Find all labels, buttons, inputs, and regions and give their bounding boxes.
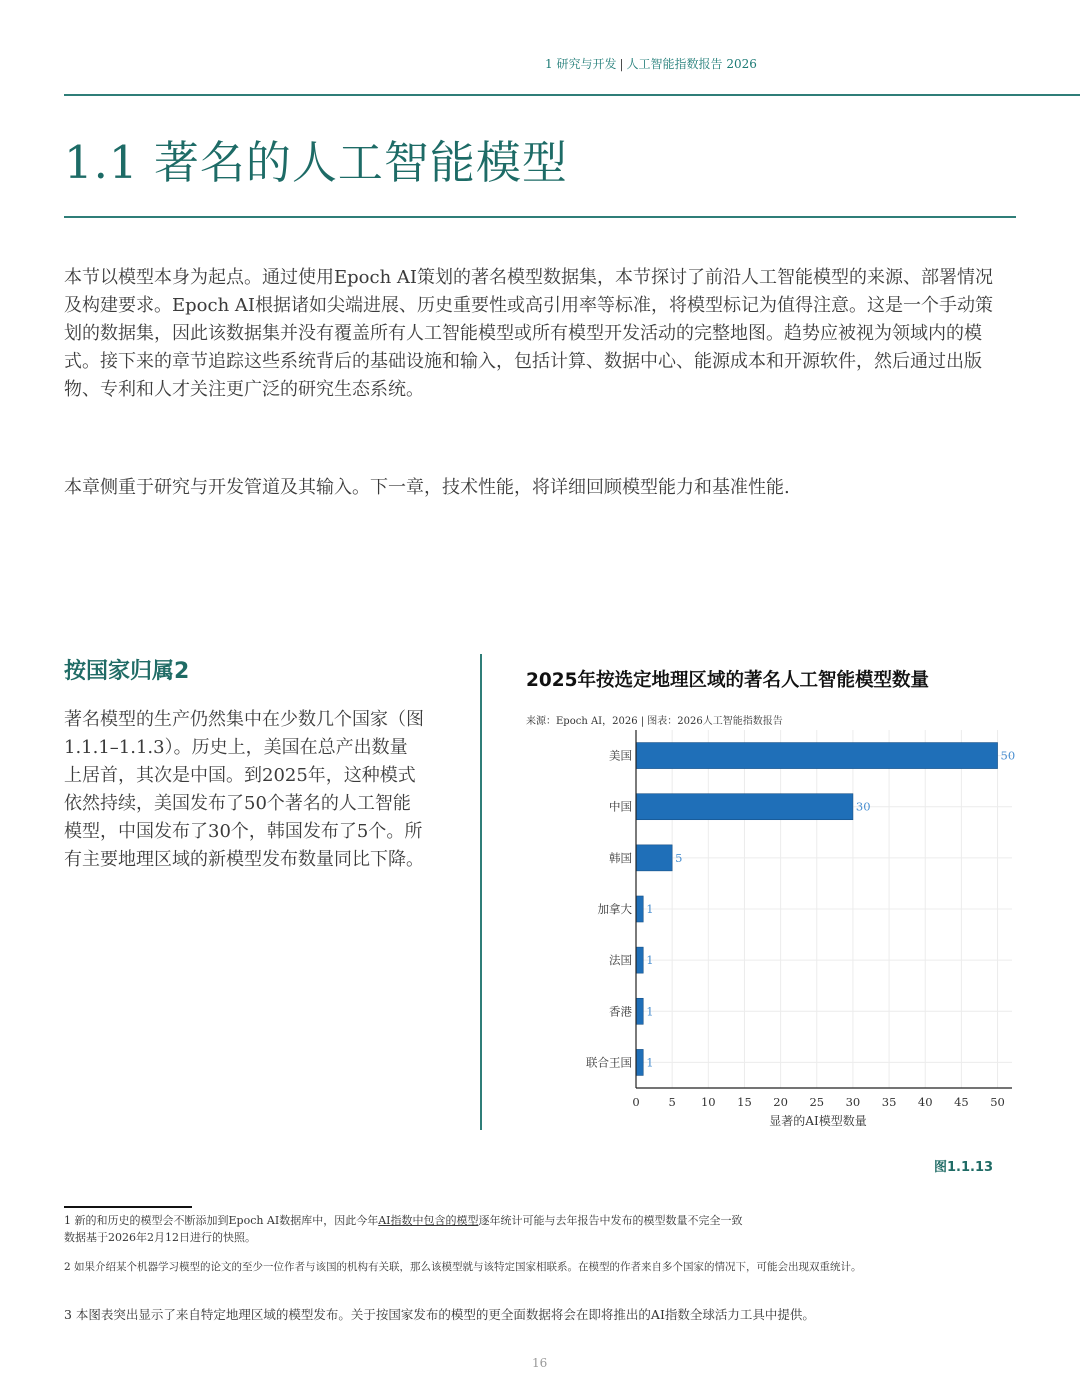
- category-label: 韩国: [609, 850, 632, 865]
- value-label: 1: [646, 953, 654, 968]
- title-rule: [64, 216, 1016, 218]
- page-number: 16: [532, 1356, 548, 1370]
- figure-label: 图1.1.13: [934, 1160, 994, 1175]
- bar-chart: [540, 730, 1030, 1140]
- footnote-1-link[interactable]: AI指数中包含的模型: [378, 1214, 479, 1227]
- x-tick-label: 50: [990, 1095, 1005, 1109]
- value-label: 1: [646, 1004, 654, 1019]
- footnote-rule: [64, 1206, 192, 1208]
- sidebar-text: 著名模型的生产仍然集中在少数几个国家（图1.1.1–1.1.3）。历史上，美国在总产出数量上居首，其次是中国。到2025年，这种模式依然持续，美国发布了50个著名的人工智能模型，中国发布了30个，韩国发布了5个。所有主要地理区域的新模型发布数量同比下降。: [64, 709, 424, 870]
- value-label: 1: [646, 1055, 654, 1070]
- footnote-1: [64, 1212, 1054, 1246]
- x-tick-label: 45: [954, 1095, 969, 1109]
- category-label: 美国: [609, 748, 632, 763]
- second-paragraph: 本章侧重于研究与开发管道及其输入。下一章，技术性能，将详细回顾模型能力和基准性能.: [64, 477, 790, 498]
- category-label: 联合王国: [586, 1055, 632, 1070]
- category-label: 香港: [609, 1004, 632, 1019]
- x-tick-label: 20: [773, 1095, 788, 1109]
- chart-source: 来源：Epoch AI，2026 | 图表：2026人工智能指数报告: [526, 716, 783, 727]
- category-label: 法国: [609, 953, 632, 968]
- bar-7: [636, 1049, 643, 1075]
- footnote-1-line2: 数据基于2026年2月12日进行的快照。: [64, 1231, 256, 1244]
- chart-title: 2025年按选定地理区域的著名人工智能模型数量: [526, 670, 929, 691]
- header-rule: [64, 94, 1080, 96]
- x-axis-label: 显著的AI模型数量: [769, 1114, 867, 1128]
- header-section: 1 研究与开发: [545, 57, 617, 71]
- sidebar-heading: 按国家归属2: [64, 659, 190, 684]
- running-header: [545, 55, 757, 72]
- footnote-1-text-a: 1 新的和历史的模型会不断添加到Epoch AI数据库中，因此今年: [64, 1214, 379, 1227]
- header-separator: |: [619, 57, 624, 71]
- x-tick-label: 5: [668, 1095, 676, 1109]
- column-divider: [480, 654, 482, 1130]
- bar-1: [636, 743, 998, 769]
- x-tick-label: 15: [737, 1095, 752, 1109]
- x-tick-label: 25: [809, 1095, 825, 1109]
- footnote-2: 2 如果介绍某个机器学习模型的论文的至少一位作者与该国的机构有关联，那么该模型就与该特定国家相联系。在模型的作者来自多个国家的情况下，可能会出现双重统计。: [64, 1261, 862, 1273]
- value-label: 50: [1000, 748, 1016, 763]
- category-label: 中国: [609, 799, 632, 814]
- x-tick-label: 0: [632, 1095, 640, 1109]
- value-label: 5: [675, 850, 683, 865]
- intro-paragraph: 本节以模型本身为起点。通过使用Epoch AI策划的著名模型数据集，本节探讨了前沿人工智能模型的来源、部署情况及构建要求。Epoch AI根据诸如尖端进展、历史重要性或高引用率等标准，将模型标记为值得注意。这是一个手动策划的数据集，因此该数据集并没有覆盖所有人工智能模型或所有模型开发活动的完整地图。趋势应被视为领域内的模式。接下来的章节追踪这些系统背后的基础设施和输入，包括计算、数据中心、能源成本和开源软件，然后通过出版物、专利和人才关注更广泛的研究生态系统。: [64, 267, 993, 400]
- bar-5: [636, 947, 643, 973]
- bar-2: [636, 794, 853, 820]
- value-label: 30: [855, 799, 871, 814]
- value-label: 1: [646, 902, 654, 916]
- page-title: 1.1 著名的人工智能模型: [64, 136, 568, 189]
- x-tick-label: 35: [881, 1095, 897, 1109]
- bar-4: [636, 896, 643, 922]
- category-label: 加拿大: [597, 902, 632, 916]
- header-report: 人工智能指数报告 2026: [626, 57, 757, 71]
- x-tick-label: 30: [845, 1095, 861, 1109]
- bar-6: [636, 998, 643, 1024]
- bar-3: [636, 845, 672, 871]
- footnote-1-text-b: 逐年统计可能与去年报告中发布的模型数量不完全一致: [478, 1214, 743, 1227]
- x-tick-label: 40: [917, 1095, 933, 1109]
- x-tick-label: 10: [700, 1095, 716, 1109]
- footnote-3: 3 本图表突出显示了来自特定地理区域的模型发布。关于按国家发布的模型的更全面数据将会在即将推出的AI指数全球活力工具中提供。: [64, 1307, 815, 1322]
